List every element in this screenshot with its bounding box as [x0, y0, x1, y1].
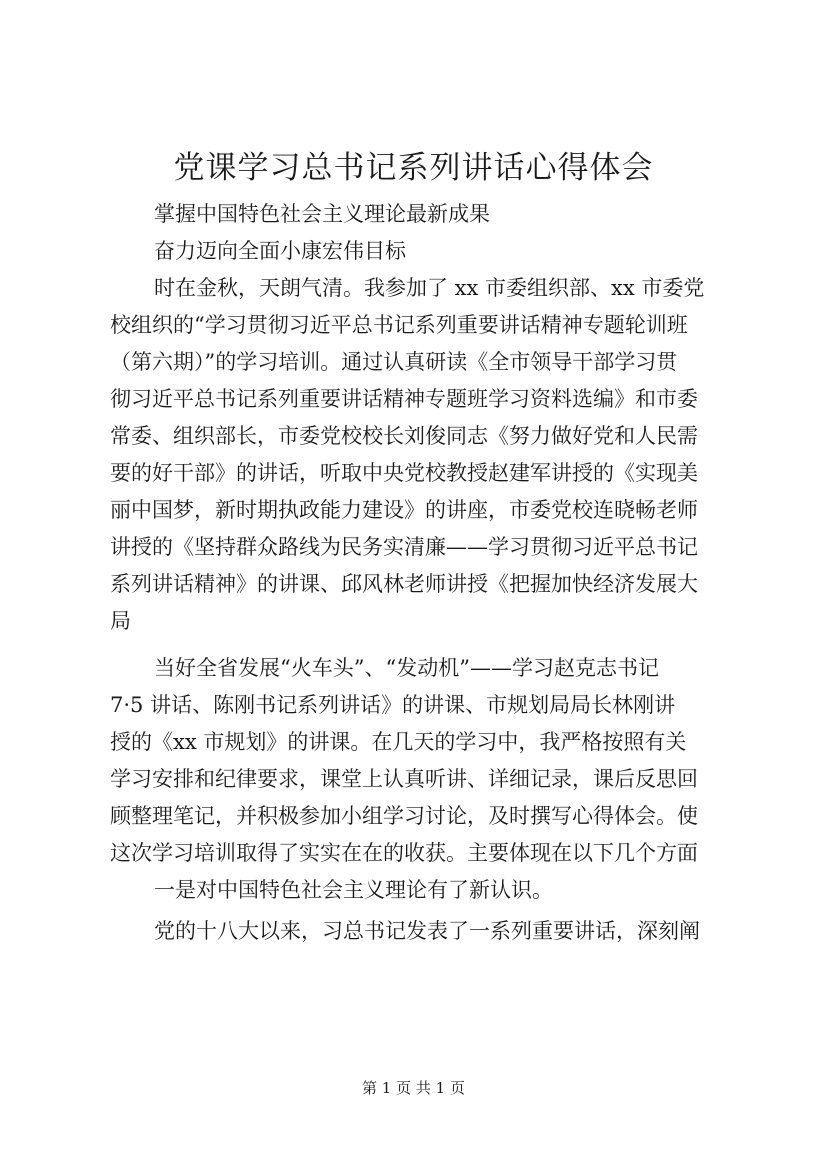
paragraph-line: 党的十八大以来，习总书记发表了一系列重要讲话，深刻阐: [154, 919, 700, 943]
subtitle-line: 奋力迈向全面小康宏伟目标: [154, 239, 406, 263]
paragraph-line: 系列讲话精神》的讲课、邱风林老师讲授《把握加快经济发展大: [110, 572, 698, 596]
paragraph-line: 局: [110, 609, 131, 633]
paragraph-line: 要的好干部》的讲话，听取中央党校教授赵建军讲授的《实现美: [110, 461, 698, 485]
paragraph-line: （第六期）”的学习培训。通过认真研读《全市领导干部学习贯: [110, 350, 678, 374]
paragraph-line: 这次学习培训取得了实实在在的收获。主要体现在以下几个方面: [110, 841, 698, 865]
paragraph: [110, 913, 725, 950]
paragraph-line: 彻习近平总书记系列重要讲话精神专题班学习资料选编》和市委: [110, 387, 698, 411]
paragraph-line: 授的《xx 市规划》的讲课。在几天的学习中，我严格按照有关: [110, 730, 687, 754]
paragraph-line: 顾整理笔记，并积极参加小组学习讨论，及时撰写心得体会。使: [110, 804, 698, 828]
paragraph-line: 丽中国梦，新时期执政能力建设》的讲座，市委党校连晓畅老师: [110, 498, 698, 522]
paragraph-line: 学习安排和纪律要求，课堂上认真听讲、详细记录，课后反思回: [110, 767, 698, 791]
document-body: [110, 196, 725, 950]
paragraph-line: 校组织的“学习贯彻习近平总书记系列重要讲话精神专题轮训班: [110, 313, 688, 337]
paragraph: [110, 650, 725, 872]
section-heading: 一是对中国特色社会主义理论有了新认识。: [154, 878, 553, 902]
page-number-footer: 第 1 页 共 1 页: [362, 1079, 465, 1097]
subtitle-line: 掌握中国特色社会主义理论最新成果: [154, 202, 490, 226]
paragraph: [110, 270, 725, 640]
document-title: 党课学习总书记系列讲话心得体会: [173, 150, 654, 186]
paragraph-line: 时在金秋，天朗气清。我参加了 xx 市委组织部、xx 市委党: [154, 276, 705, 300]
paragraph-line: 当好全省发展“火车头”、“发动机”——学习赵克志书记: [154, 656, 659, 680]
paragraph-line: 常委、组织部长，市委党校校长刘俊同志《努力做好党和人民需: [110, 424, 698, 448]
paragraph-line: 7·5 讲话、陈刚书记系列讲话》的讲课、市规划局局长林刚讲: [110, 693, 676, 717]
paragraph-line: 讲授的《坚持群众路线为民务实清廉——学习贯彻习近平总书记: [110, 535, 698, 559]
